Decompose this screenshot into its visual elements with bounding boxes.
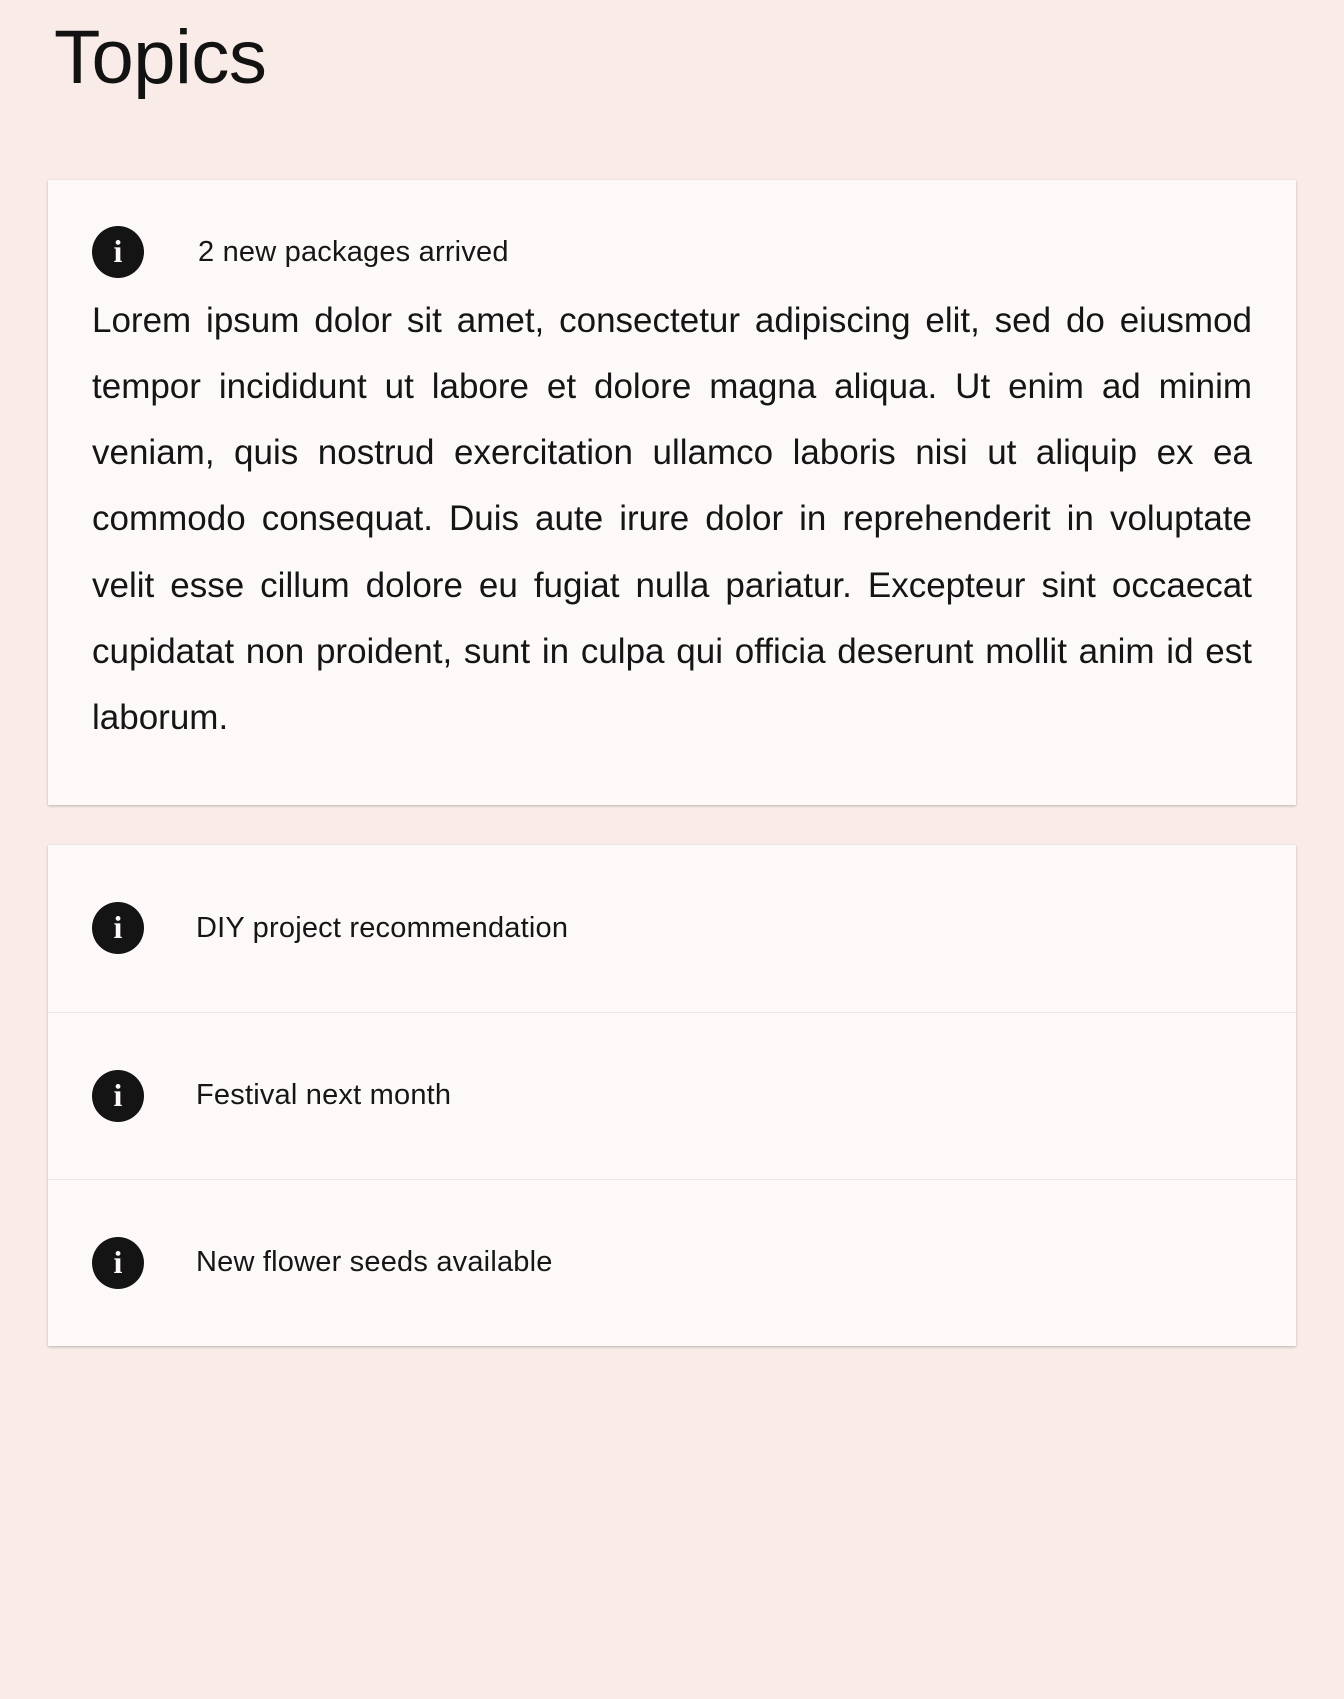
topic-list	[48, 845, 1296, 1346]
list-item[interactable]	[48, 1012, 1296, 1179]
info-icon	[92, 1237, 144, 1289]
expanded-topic-header[interactable]	[48, 180, 1296, 288]
expanded-topic-card[interactable]	[48, 180, 1296, 805]
topics-page	[0, 6, 1344, 1346]
info-icon-glyph: i	[113, 1243, 123, 1280]
expanded-topic-label: 2 new packages arrived	[198, 235, 509, 268]
list-item-label: New flower seeds available	[196, 1246, 553, 1279]
info-icon	[92, 226, 144, 278]
list-item-label: Festival next month	[196, 1079, 452, 1112]
list-item-label: DIY project recommendation	[196, 911, 569, 944]
info-icon-glyph: i	[113, 1076, 123, 1113]
info-icon	[92, 1070, 144, 1122]
page-title: Topics	[54, 15, 267, 100]
info-icon	[92, 902, 144, 954]
expanded-topic-text: Lorem ipsum dolor sit amet, consectetur adipiscing elit, sed do eiusmod tempor incididunt ut labore et dolore magna aliqua. Ut enim ad minim veniam, quis nostrud exercitation ullamco laboris nisi ut aliquip ex ea commodo consequat. Duis aute irure dolor in reprehenderit in voluptate velit esse cillum dolore eu fugiat nulla pariatur. Excepteur sint occaecat cupidatat non proident, sunt in culpa qui officia deserunt mollit anim id est laborum.	[92, 301, 1252, 737]
list-item[interactable]	[48, 845, 1296, 1012]
info-icon-glyph: i	[113, 909, 123, 946]
list-item[interactable]	[48, 1179, 1296, 1346]
expanded-topic-body	[48, 288, 1296, 805]
info-icon-glyph: i	[113, 233, 123, 269]
